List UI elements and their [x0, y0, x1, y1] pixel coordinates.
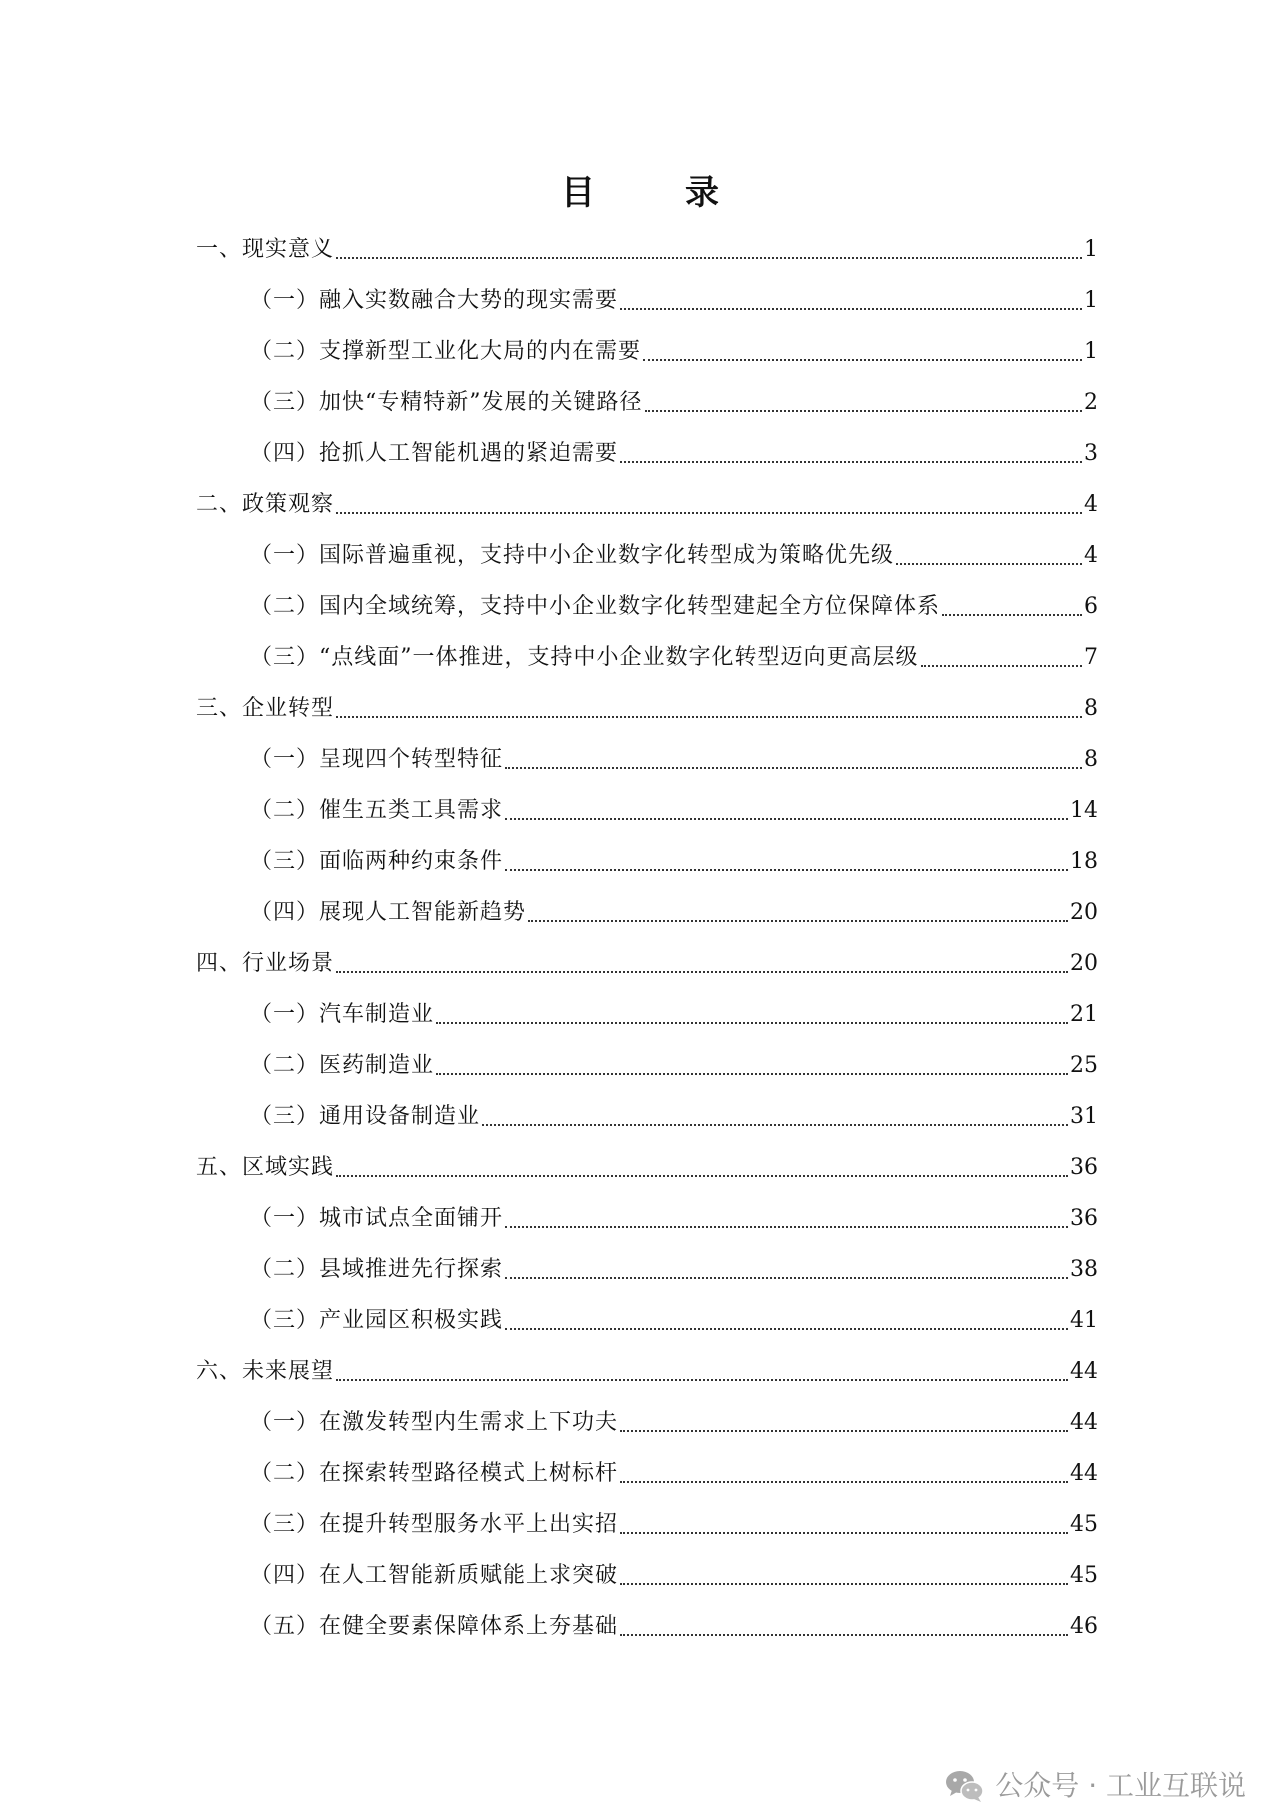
toc-page-number: 46	[1070, 1613, 1098, 1639]
toc-subsection-entry[interactable]	[250, 275, 1098, 326]
toc-page-number: 44	[1070, 1358, 1098, 1384]
toc-page-number: 6	[1084, 593, 1098, 619]
toc-dot-leader	[921, 665, 1083, 667]
toc-page-number: 3	[1084, 440, 1098, 466]
toc-entry-label: （二）医药制造业	[250, 1052, 435, 1078]
toc-page-number: 31	[1070, 1103, 1098, 1129]
toc-entry-label: 六、未来展望	[196, 1358, 335, 1384]
toc-page-number: 1	[1084, 287, 1098, 313]
toc-subsection-entry[interactable]	[250, 1193, 1098, 1244]
toc-subsection-entry[interactable]	[250, 530, 1098, 581]
toc-page-number: 44	[1070, 1460, 1098, 1486]
toc-entry-label: （三）在提升转型服务水平上出实招	[250, 1511, 619, 1537]
toc-page-number: 1	[1084, 236, 1098, 262]
toc-page-number: 8	[1084, 695, 1098, 721]
toc-subsection-entry[interactable]	[250, 1040, 1098, 1091]
toc-subsection-entry[interactable]	[250, 326, 1098, 377]
toc-entry-label: （一）汽车制造业	[250, 1001, 435, 1027]
toc-dot-leader	[336, 1175, 1068, 1177]
toc-entry-label: （二）在探索转型路径模式上树标杆	[250, 1460, 619, 1486]
table-of-contents	[0, 224, 1280, 1652]
toc-dot-leader	[336, 1379, 1068, 1381]
toc-subsection-entry[interactable]	[250, 1601, 1098, 1652]
toc-page-number: 14	[1070, 797, 1098, 823]
toc-section-entry[interactable]	[196, 479, 1098, 530]
toc-dot-leader	[482, 1124, 1068, 1126]
toc-subsection-entry[interactable]	[250, 377, 1098, 428]
toc-page-number: 25	[1070, 1052, 1098, 1078]
toc-subsection-entry[interactable]	[250, 1397, 1098, 1448]
toc-page-number: 18	[1070, 848, 1098, 874]
toc-entry-label: （三）“点线面”一体推进，支持中小企业数字化转型迈向更高层级	[250, 644, 919, 670]
toc-dot-leader	[643, 359, 1082, 361]
toc-page-number: 38	[1070, 1256, 1098, 1282]
toc-page-number: 20	[1070, 899, 1098, 925]
toc-dot-leader	[505, 818, 1068, 820]
toc-dot-leader	[336, 512, 1082, 514]
toc-dot-leader	[505, 1226, 1068, 1228]
toc-dot-leader	[620, 1532, 1068, 1534]
toc-section-entry[interactable]	[196, 938, 1098, 989]
toc-page-number: 2	[1084, 389, 1098, 415]
toc-page-number: 20	[1070, 950, 1098, 976]
toc-entry-label: （二）国内全域统筹，支持中小企业数字化转型建起全方位保障体系	[250, 593, 941, 619]
toc-dot-leader	[505, 767, 1082, 769]
toc-entry-label: 五、区域实践	[196, 1154, 335, 1180]
toc-page-number: 41	[1070, 1307, 1098, 1333]
toc-entry-label: （三）面临两种约束条件	[250, 848, 504, 874]
toc-entry-label: 四、行业场景	[196, 950, 335, 976]
toc-entry-label: （一）呈现四个转型特征	[250, 746, 504, 772]
toc-entry-label: （一）融入实数融合大势的现实需要	[250, 287, 619, 313]
toc-dot-leader	[620, 308, 1082, 310]
toc-dot-leader	[620, 461, 1082, 463]
toc-dot-leader	[505, 1277, 1068, 1279]
toc-subsection-entry[interactable]	[250, 428, 1098, 479]
toc-page-number: 4	[1084, 542, 1098, 568]
toc-entry-label: （四）展现人工智能新趋势	[250, 899, 527, 925]
toc-dot-leader	[620, 1634, 1068, 1636]
toc-page-number: 36	[1070, 1154, 1098, 1180]
toc-subsection-entry[interactable]	[250, 632, 1098, 683]
toc-entry-label: 二、政策观察	[196, 491, 335, 517]
toc-page-number: 21	[1070, 1001, 1098, 1027]
page-title: 目 录	[561, 173, 747, 213]
toc-entry-label: （一）城市试点全面铺开	[250, 1205, 504, 1231]
watermark	[945, 1768, 1246, 1804]
toc-page-number: 45	[1070, 1511, 1098, 1537]
wechat-icon	[945, 1769, 985, 1803]
toc-page-number: 7	[1084, 644, 1098, 670]
toc-subsection-entry[interactable]	[250, 1448, 1098, 1499]
toc-subsection-entry[interactable]	[250, 1550, 1098, 1601]
toc-dot-leader	[505, 1328, 1068, 1330]
toc-dot-leader	[528, 920, 1068, 922]
toc-section-entry[interactable]	[196, 1142, 1098, 1193]
toc-dot-leader	[336, 257, 1082, 259]
toc-dot-leader	[896, 563, 1082, 565]
toc-page-number: 4	[1084, 491, 1098, 517]
toc-entry-label: （三）加快“专精特新”发展的关键路径	[250, 389, 643, 415]
toc-subsection-entry[interactable]	[250, 1244, 1098, 1295]
toc-subsection-entry[interactable]	[250, 785, 1098, 836]
toc-entry-label: （三）通用设备制造业	[250, 1103, 481, 1129]
toc-dot-leader	[620, 1481, 1068, 1483]
toc-subsection-entry[interactable]	[250, 734, 1098, 785]
toc-dot-leader	[620, 1430, 1068, 1432]
toc-entry-label: 三、企业转型	[196, 695, 335, 721]
watermark-text: 公众号 · 工业互联说	[995, 1769, 1246, 1802]
toc-dot-leader	[645, 410, 1083, 412]
toc-subsection-entry[interactable]	[250, 887, 1098, 938]
toc-page-number: 36	[1070, 1205, 1098, 1231]
toc-entry-label: （五）在健全要素保障体系上夯基础	[250, 1613, 619, 1639]
toc-entry-label: （二）催生五类工具需求	[250, 797, 504, 823]
toc-entry-label: （四）在人工智能新质赋能上求突破	[250, 1562, 619, 1588]
toc-page-number: 44	[1070, 1409, 1098, 1435]
toc-subsection-entry[interactable]	[250, 989, 1098, 1040]
toc-dot-leader	[436, 1073, 1068, 1075]
toc-dot-leader	[942, 614, 1082, 616]
toc-entry-label: （二）支撑新型工业化大局的内在需要	[250, 338, 642, 364]
toc-subsection-entry[interactable]	[250, 1295, 1098, 1346]
toc-subsection-entry[interactable]	[250, 581, 1098, 632]
toc-dot-leader	[336, 716, 1082, 718]
toc-dot-leader	[336, 971, 1068, 973]
toc-page-number: 8	[1084, 746, 1098, 772]
toc-dot-leader	[436, 1022, 1068, 1024]
toc-section-entry[interactable]	[196, 683, 1098, 734]
toc-section-entry[interactable]	[196, 224, 1098, 275]
toc-entry-label: （二）县域推进先行探索	[250, 1256, 504, 1282]
toc-dot-leader	[505, 869, 1068, 871]
toc-entry-label: （一）在激发转型内生需求上下功夫	[250, 1409, 619, 1435]
toc-page-number: 45	[1070, 1562, 1098, 1588]
toc-subsection-entry[interactable]	[250, 1091, 1098, 1142]
toc-subsection-entry[interactable]	[250, 836, 1098, 887]
toc-entry-label: （三）产业园区积极实践	[250, 1307, 504, 1333]
toc-entry-label: （一）国际普遍重视，支持中小企业数字化转型成为策略优先级	[250, 542, 895, 568]
toc-entry-label: （四）抢抓人工智能机遇的紧迫需要	[250, 440, 619, 466]
toc-page-number: 1	[1084, 338, 1098, 364]
toc-subsection-entry[interactable]	[250, 1499, 1098, 1550]
toc-dot-leader	[620, 1583, 1068, 1585]
toc-section-entry[interactable]	[196, 1346, 1098, 1397]
toc-entry-label: 一、现实意义	[196, 236, 335, 262]
